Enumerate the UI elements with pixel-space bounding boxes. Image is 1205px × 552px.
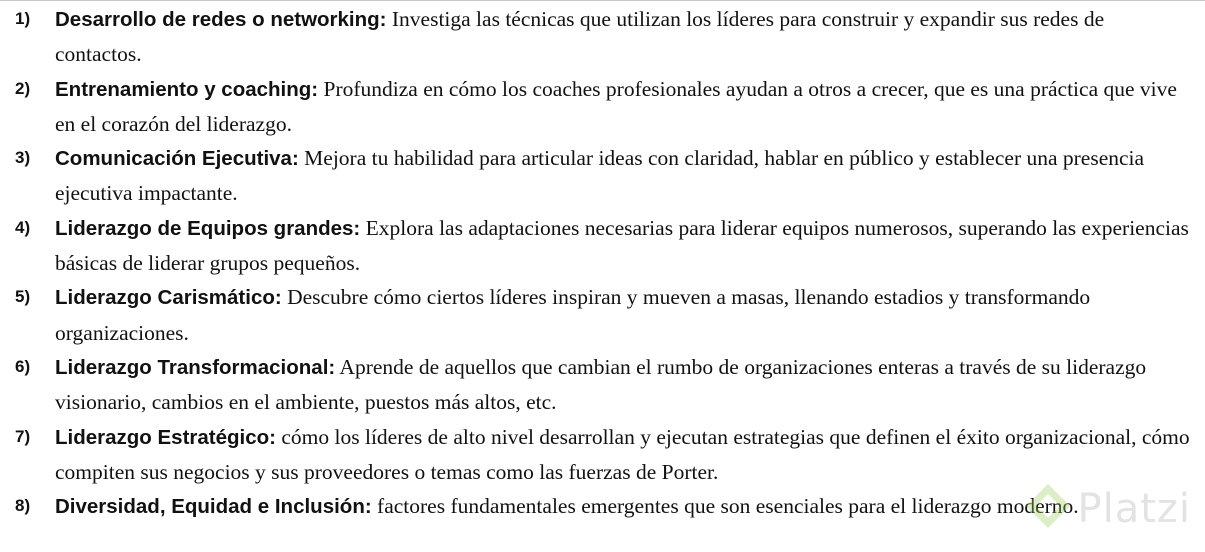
item-number: 5) bbox=[15, 287, 31, 307]
item-title: Liderazgo Estratégico: bbox=[55, 425, 276, 449]
item-number: 3) bbox=[15, 148, 31, 168]
list-item bbox=[0, 211, 1205, 281]
item-title: Liderazgo Transformacional: bbox=[55, 355, 336, 379]
item-title: Liderazgo de Equipos grandes: bbox=[55, 216, 361, 240]
item-title: Desarrollo de redes o networking: bbox=[55, 8, 387, 31]
item-title: Entrenamiento y coaching: bbox=[55, 77, 319, 101]
list-item bbox=[0, 350, 1205, 420]
item-number: 7) bbox=[15, 426, 31, 446]
item-text: factores fundamentales emergentes que son esenciales para el liderazgo moderno. bbox=[371, 494, 1079, 519]
item-number: 6) bbox=[15, 356, 31, 376]
top-divider bbox=[0, 0, 1205, 1]
item-text: Explora las adaptaciones necesarias para liderar equipos numerosos, superando las experiencias básicas de liderar grupos pequeños. bbox=[55, 215, 1189, 276]
item-number: 1) bbox=[15, 9, 31, 28]
item-text: cómo los líderes de alto nivel desarrollan y ejecutan estrategias que definen el éxito organizacional, cómo compiten sus negocios y sus proveedores o temas como las fuerzas de Porter. bbox=[55, 424, 1190, 484]
list-item bbox=[0, 420, 1205, 490]
item-number: 2) bbox=[15, 78, 31, 98]
list-item bbox=[0, 280, 1205, 350]
item-text: Descubre cómo ciertos líderes inspiran y mueven a masas, llenando estadios y transformando organizaciones. bbox=[55, 285, 1091, 345]
item-title: Liderazgo Carismático: bbox=[55, 286, 282, 310]
item-text: Mejora tu habilidad para articular ideas con claridad, hablar en público y establecer una presencia ejecutiva impactante. bbox=[55, 146, 1145, 206]
list-item bbox=[0, 72, 1205, 142]
numbered-list bbox=[0, 2, 1205, 524]
watermark-text: Platzi bbox=[1077, 485, 1191, 532]
item-text: Aprende de aquellos que cambian el rumbo de organizaciones enteras a través de su liderazgo visionario, cambios en el ambiente, puestos más altos, etc. bbox=[55, 354, 1147, 415]
list-item bbox=[0, 2, 1205, 72]
item-text: Profundiza en cómo los coaches profesionales ayudan a otros a crecer, que es una práctica que vive en el corazón del liderazgo. bbox=[55, 76, 1177, 136]
platzi-logo-icon bbox=[1023, 481, 1073, 536]
item-number: 4) bbox=[15, 217, 31, 237]
item-number: 8) bbox=[15, 496, 31, 516]
item-title: Diversidad, Equidad e Inclusión: bbox=[55, 495, 372, 519]
item-text: Investiga las técnicas que utilizan los líderes para construir y expandir sus redes de contactos. bbox=[55, 7, 1105, 67]
list-item bbox=[0, 141, 1205, 211]
item-title: Comunicación Ejecutiva: bbox=[55, 147, 299, 171]
platzi-watermark bbox=[1023, 481, 1191, 536]
